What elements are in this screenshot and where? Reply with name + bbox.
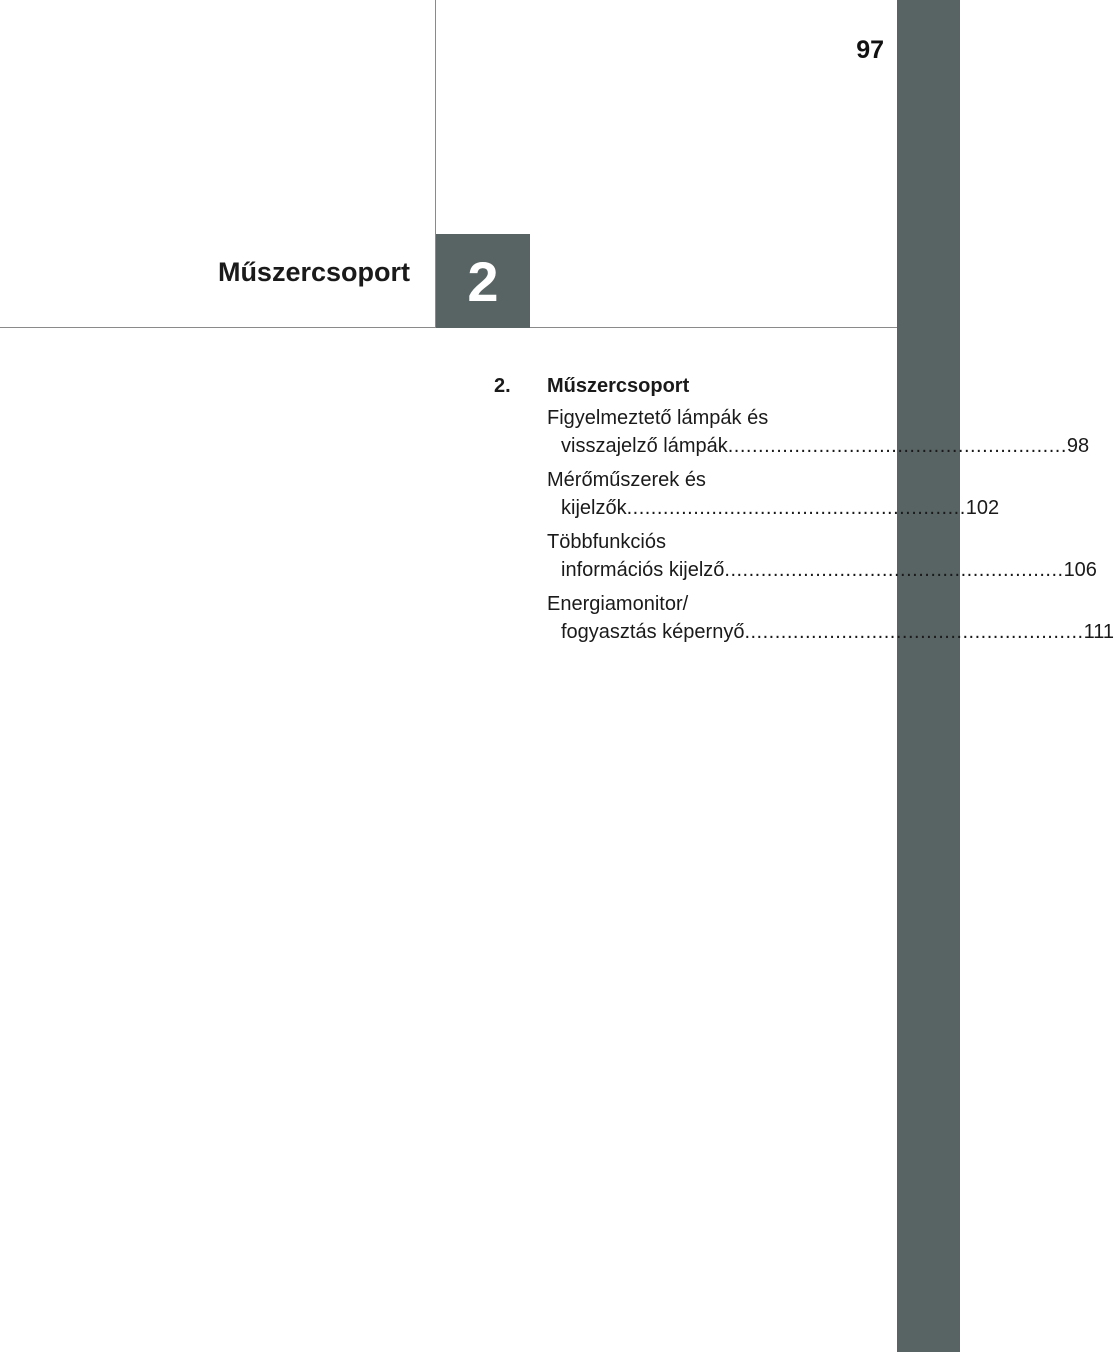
dot-leader: ........................................................ xyxy=(744,621,1084,643)
dot-leader: ........................................................ xyxy=(724,559,1064,581)
chapter-title: Műszercsoport xyxy=(217,257,410,287)
toc-entry-page: 111 xyxy=(1083,621,1114,643)
toc-entry[interactable] xyxy=(547,528,1097,584)
toc-entry-line1: Figyelmeztető lámpák és xyxy=(547,407,769,429)
toc-entry[interactable] xyxy=(547,404,1090,460)
chapter-number-box xyxy=(436,234,530,328)
toc-entry-page: 102 xyxy=(965,497,1000,519)
side-tab xyxy=(897,0,960,1352)
toc-entry-line1: Energiamonitor/ xyxy=(547,593,689,615)
toc-entry[interactable] xyxy=(547,466,1000,522)
toc-entry-line2: kijelzők xyxy=(561,497,627,519)
toc-entry-page: 106 xyxy=(1063,559,1097,581)
toc-entry-line1: Mérőműszerek és xyxy=(547,469,706,491)
toc-section-title: Műszercsoport xyxy=(547,375,690,397)
page-number: 97 xyxy=(856,36,884,64)
chapter-number: 2 xyxy=(467,249,499,313)
dot-leader: ........................................................ xyxy=(727,435,1067,457)
toc-section-number: 2. xyxy=(494,375,511,397)
toc-entry-line2: visszajelző lámpák xyxy=(561,435,728,457)
dot-leader: ........................................................ xyxy=(626,497,966,519)
toc-entry-page: 98 xyxy=(1066,435,1090,457)
toc-entry-line2: fogyasztás képernyő xyxy=(561,621,745,643)
toc-entry-line2: információs kijelző xyxy=(561,559,725,581)
toc-section-heading xyxy=(494,372,838,400)
toc-entry-line1: Többfunkciós xyxy=(547,531,666,553)
toc-entry[interactable] xyxy=(547,590,1114,646)
table-of-contents xyxy=(494,372,1114,646)
